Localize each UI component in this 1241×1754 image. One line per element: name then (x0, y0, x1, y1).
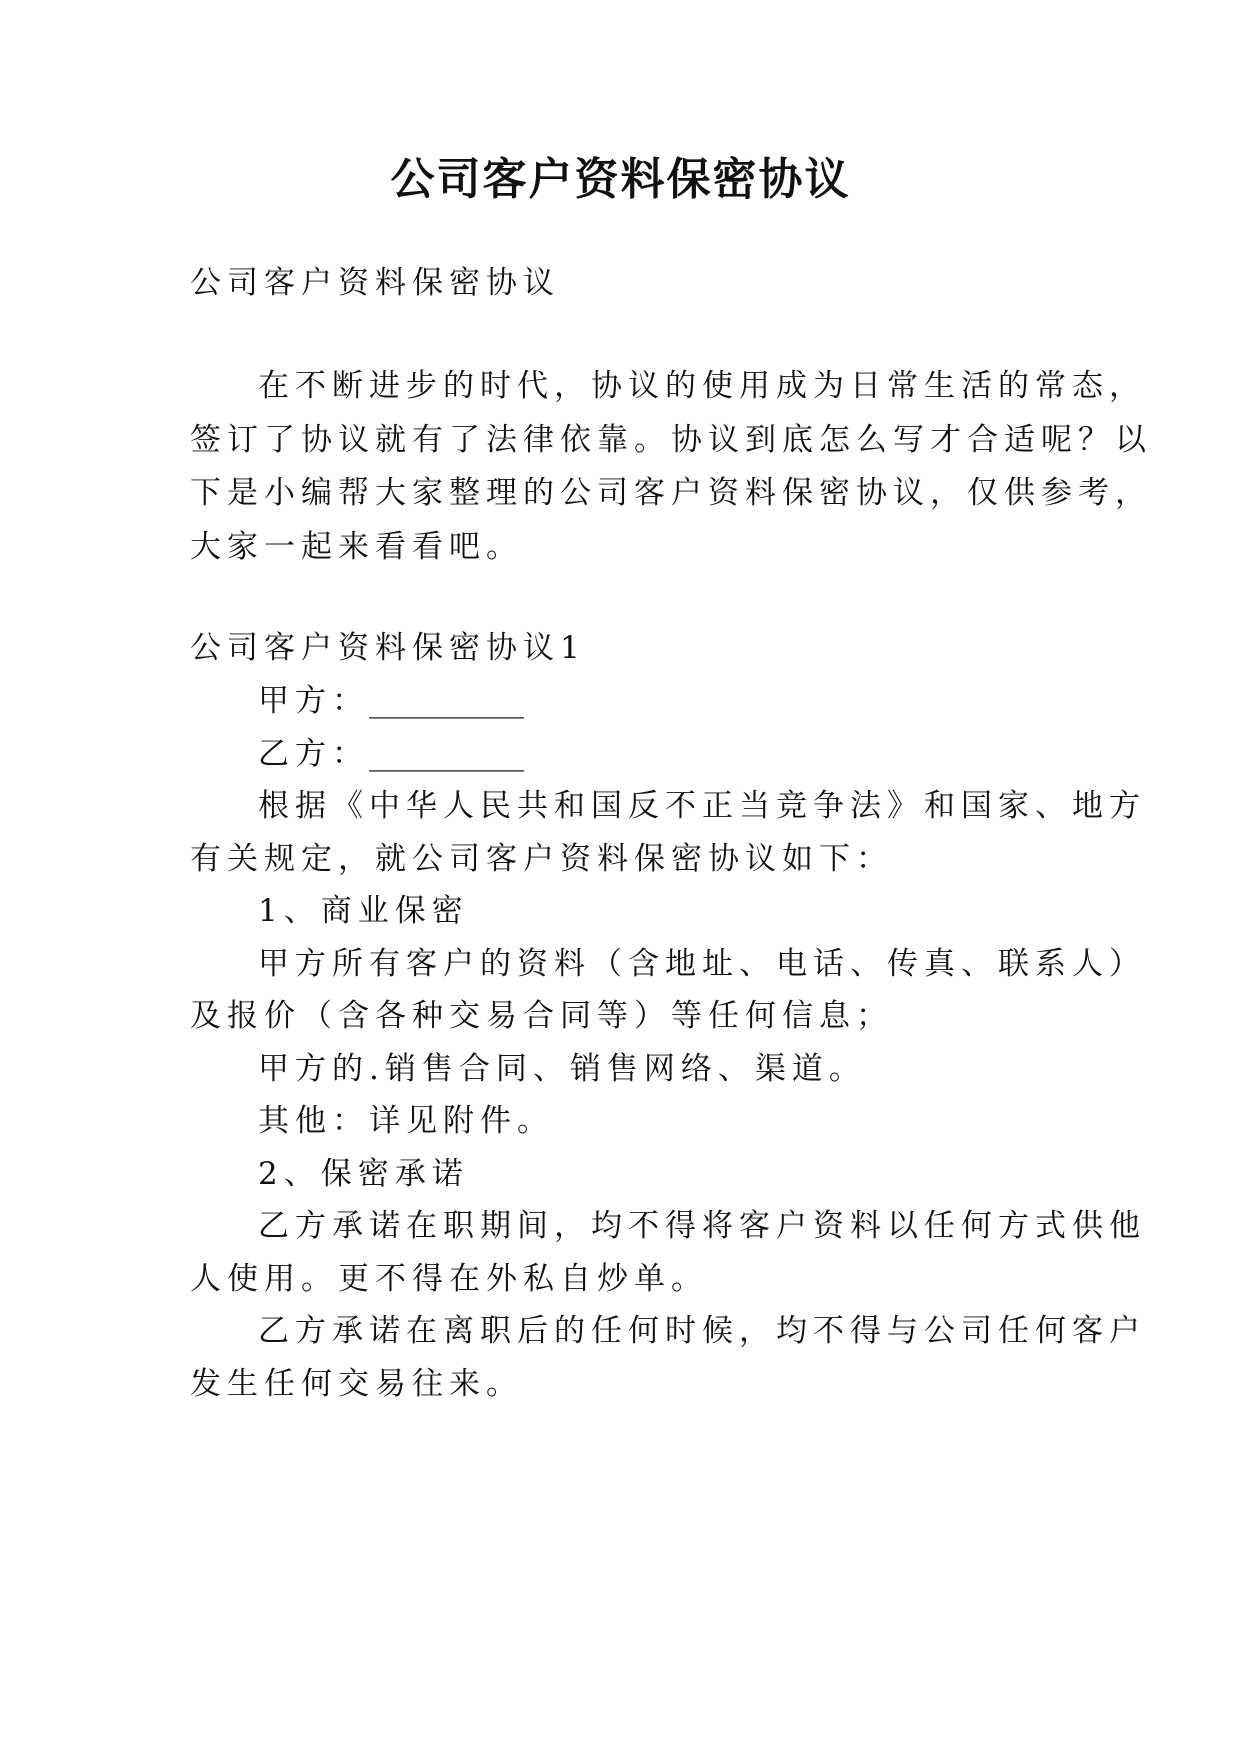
clause2-title: 2、保密承诺 (258, 1156, 469, 1192)
intro-line: 下是小编帮大家整理的公司客户资料保密协议，仅供参考， (190, 475, 1152, 511)
clause2-line: 发生任何交易往来。 (190, 1366, 523, 1402)
clause1-line: 甲方的.销售合同、销售网络、渠道。 (258, 1051, 866, 1087)
clause1-line: 其他：详见附件。 (258, 1103, 554, 1139)
document-subtitle: 公司客户资料保密协议 (190, 265, 560, 301)
clause1-title: 1、商业保密 (258, 893, 469, 929)
intro-line: 在不断进步的时代，协议的使用成为日常生活的常态， (258, 368, 1146, 404)
intro-line: 签订了协议就有了法律依靠。协议到底怎么写才合适呢？以 (190, 422, 1152, 458)
clause1-line: 及报价（含各种交易合同等）等任何信息； (190, 998, 893, 1034)
clause2-line: 乙方承诺在离职后的任何时候，均不得与公司任何客户 (258, 1313, 1146, 1349)
party-b-blank: __________ (369, 736, 524, 772)
basis-line: 有关规定，就公司客户资料保密协议如下： (190, 841, 893, 877)
party-b-label: 乙方： (258, 736, 369, 772)
party-b-line (258, 725, 524, 783)
document-title: 公司客户资料保密协议 (390, 154, 851, 205)
party-a-blank: __________ (369, 683, 524, 719)
party-a-line (258, 672, 524, 730)
clause1-line: 甲方所有客户的资料（含地址、电话、传真、联系人） (258, 946, 1146, 982)
intro-line: 大家一起来看看吧。 (190, 529, 523, 565)
clause2-line: 人使用。更不得在外私自炒单。 (190, 1261, 708, 1297)
basis-line: 根据《中华人民共和国反不正当竞争法》和国家、地方 (258, 788, 1146, 824)
section-title: 公司客户资料保密协议1 (190, 630, 586, 666)
clause2-line: 乙方承诺在职期间，均不得将客户资料以任何方式供他 (258, 1208, 1146, 1244)
party-a-label: 甲方： (258, 683, 369, 719)
